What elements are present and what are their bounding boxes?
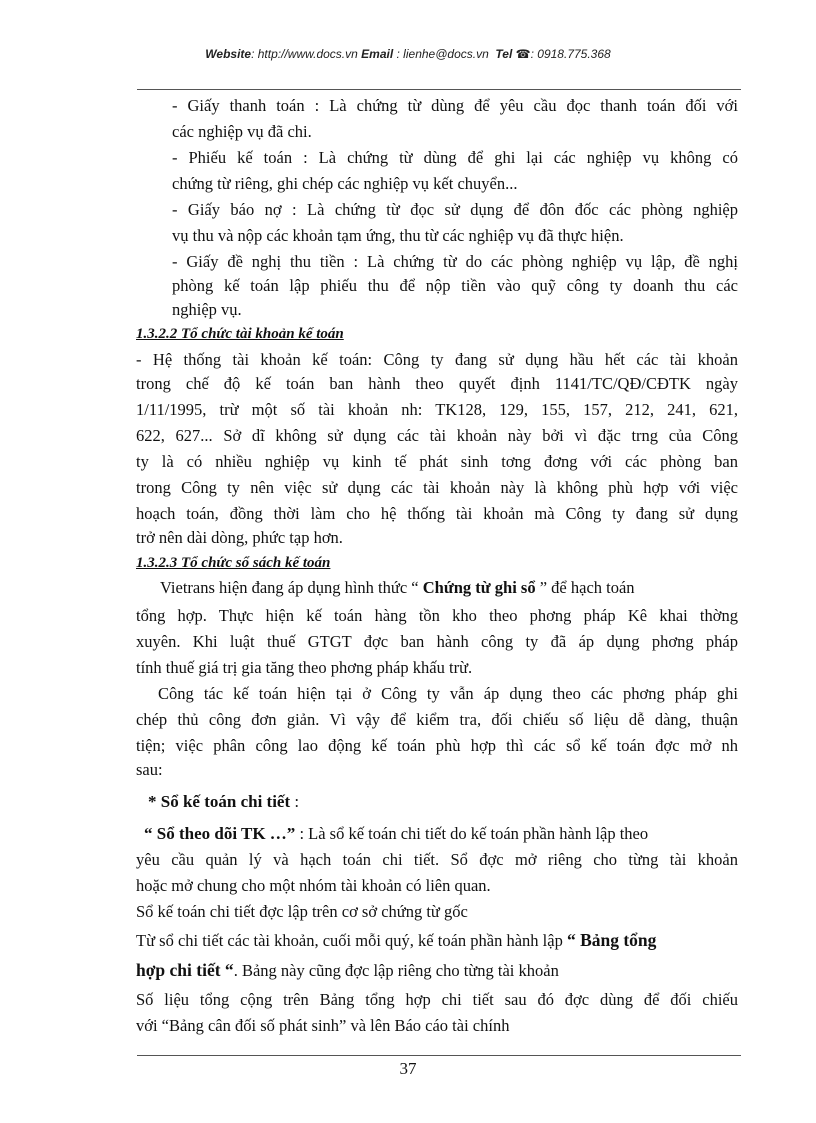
page-number: 37 bbox=[399, 1059, 417, 1078]
text-line: Công tác kế toán hiện tại ở Công ty vẫn áp dụng theo các phơng pháp ghi bbox=[158, 684, 738, 703]
text-line: hoặc mở chung cho một nhóm tài khoản có liên quan. bbox=[136, 876, 491, 895]
bold-term: hợp chi tiết “ bbox=[136, 960, 234, 980]
text-line: nghiệp vụ. bbox=[172, 300, 242, 319]
bold-term: “ Bảng tổng bbox=[566, 930, 657, 950]
header-rule bbox=[137, 89, 741, 90]
text-line: hoạch toán, đồng thời làm cho hệ thống tài khoản mà Công ty đang sử dụng bbox=[136, 504, 738, 523]
bold-term: “ Sổ theo dõi TK …” bbox=[144, 824, 296, 843]
text-line: Từ sổ chi tiết các tài khoản, cuối mỗi quý, kế toán phần hành lập “ Bảng tổng bbox=[136, 930, 657, 950]
section-heading: 1.3.2.2 Tổ chức tài khoản kế toán bbox=[136, 326, 344, 342]
text-line: trong Công ty nên việc sử dụng các tài khoản này là không phù hợp với việc bbox=[136, 478, 738, 497]
text-line: * Sổ kế toán chi tiết : bbox=[148, 792, 300, 811]
bold-term: * Sổ kế toán chi tiết bbox=[148, 792, 291, 811]
text-line: chép thủ công đơn giản. Vì vậy để kiểm tra, đối chiếu số liệu dễ dàng, thuận bbox=[136, 710, 738, 729]
text-line: trong chế độ kế toán ban hành theo quyết định 1141/TC/QĐ/CĐTK ngày bbox=[136, 374, 738, 393]
text-line: - Giấy đề nghị thu tiền : Là chứng từ do các phòng nghiệp vụ lập, đề nghị bbox=[172, 252, 738, 271]
text-line: - Giấy báo nợ : Là chứng từ đọc sử dụng để đôn đốc các phòng nghiệp bbox=[172, 200, 738, 219]
bold-term: Chứng từ ghi sổ bbox=[422, 578, 536, 597]
text-line: 1/11/1995, trừ một số tài khoản nh: TK128, 129, 155, 157, 212, 241, 621, bbox=[136, 400, 738, 419]
text-line: vụ thu và nộp các khoản tạm ứng, thu từ các nghiệp vụ đã thực hiện. bbox=[172, 226, 624, 245]
text-line: - Hệ thống tài khoản kế toán: Công ty đang sử dụng hầu hết các tài khoản bbox=[136, 350, 738, 369]
text-line: ty là có nhiều nghiệp vụ kinh tế phát sinh tơng đơng với các phòng ban bbox=[136, 452, 738, 471]
text-line: - Phiếu kế toán : Là chứng từ dùng để ghi lại các nghiệp vụ không có bbox=[172, 148, 738, 167]
text-line: yêu cầu quản lý và hạch toán chi tiết. Sổ đợc mở riêng cho từng tài khoản bbox=[136, 850, 738, 869]
text-line: hợp chi tiết “. Bảng này cũng đợc lập riêng cho từng tài khoản bbox=[136, 960, 559, 980]
text-line: Số liệu tổng cộng trên Bảng tổng hợp chi tiết sau đó đợc dùng để đối chiếu bbox=[136, 990, 738, 1009]
footer-rule bbox=[137, 1055, 741, 1056]
text-line: xuyên. Khi luật thuế GTGT đợc ban hành công ty đã áp dụng phơng pháp bbox=[136, 632, 738, 651]
text-line: tổng hợp. Thực hiện kế toán hàng tồn kho theo phơng pháp Kê khai thờng bbox=[136, 606, 738, 625]
text-line: - Giấy thanh toán : Là chứng từ dùng để yêu cầu đọc thanh toán đối với bbox=[172, 96, 738, 115]
page-header bbox=[0, 47, 816, 61]
email-value: : lienhe@docs.vn bbox=[396, 47, 489, 61]
tel-value: ☎: 0918.775.368 bbox=[515, 47, 611, 61]
text-line: Sổ kế toán chi tiết đợc lập trên cơ sở chứng từ gốc bbox=[136, 902, 468, 921]
text-line: Vietrans hiện đang áp dụng hình thức “ Chứng từ ghi sổ ” để hạch toán bbox=[160, 578, 635, 597]
text-line: sau: bbox=[136, 760, 163, 779]
text-line: chứng từ riêng, ghi chép các nghiệp vụ kết chuyển... bbox=[172, 174, 518, 193]
website-label: Website bbox=[205, 47, 252, 61]
text-line: tiện; việc phân công lao động kế toán phù hợp thì các sổ kế toán đợc mở nh bbox=[136, 736, 738, 755]
section-heading: 1.3.2.3 Tổ chức sổ sách kế toán bbox=[136, 555, 331, 571]
email-label: Email bbox=[361, 47, 394, 61]
text-line: trở nên dài dòng, phức tạp hơn. bbox=[136, 528, 343, 547]
website-url: : http://www.docs.vn bbox=[251, 47, 358, 61]
tel-label: Tel bbox=[495, 47, 513, 61]
text-line: tính thuế giá trị gia tăng theo phơng pháp khấu trừ. bbox=[136, 658, 473, 677]
text-line: các nghiệp vụ đã chi. bbox=[172, 122, 312, 141]
text-line: 622, 627... Sở dĩ không sử dụng các tài khoản này bởi vì đặc trng của Công bbox=[136, 426, 738, 445]
text-line: “ Sổ theo dõi TK …” : Là sổ kế toán chi tiết do kế toán phần hành lập theo bbox=[144, 824, 649, 843]
text-line: phòng kế toán lập phiếu thu để nộp tiền vào quỹ công ty doanh thu các bbox=[172, 276, 738, 295]
text-line: với “Bảng cân đối số phát sinh” và lên Báo cáo tài chính bbox=[136, 1016, 510, 1035]
